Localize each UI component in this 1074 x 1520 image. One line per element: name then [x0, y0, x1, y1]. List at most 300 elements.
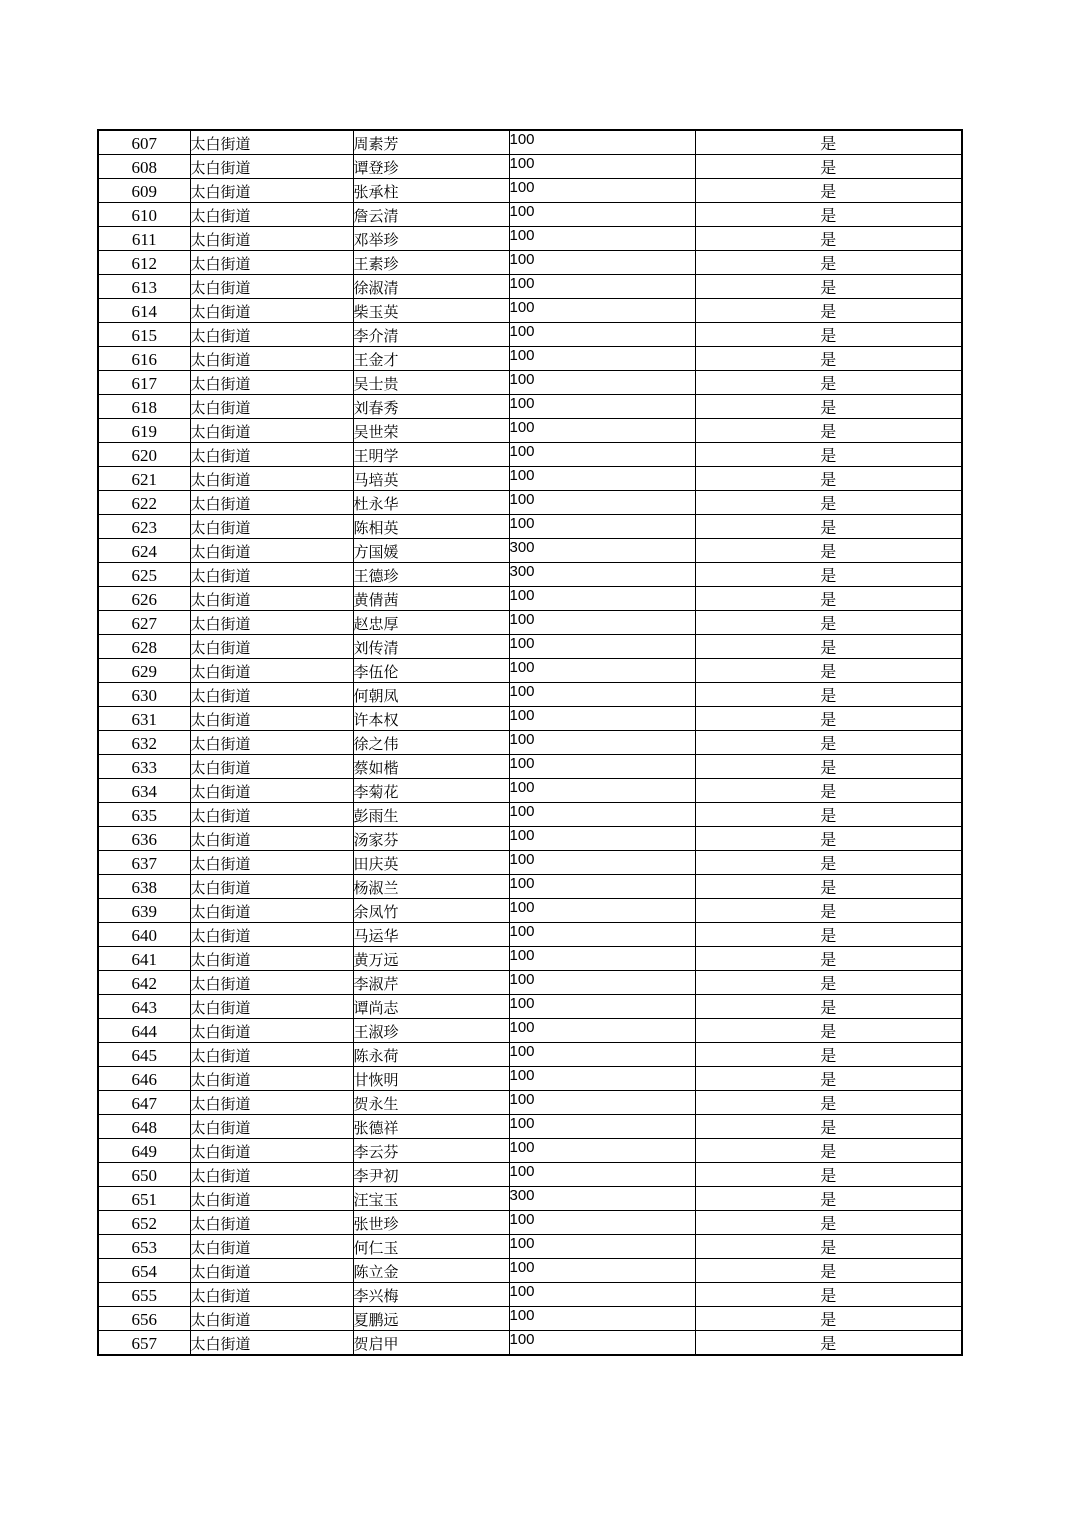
amount-cell: 100	[509, 443, 695, 467]
street-cell: 太白街道	[190, 587, 353, 611]
street-cell: 太白街道	[190, 635, 353, 659]
row-index-cell: 654	[98, 1259, 190, 1283]
name-cell: 周素芳	[353, 130, 509, 155]
flag-cell: 是	[695, 731, 962, 755]
flag-cell: 是	[695, 1091, 962, 1115]
flag-cell: 是	[695, 515, 962, 539]
row-index-cell: 621	[98, 467, 190, 491]
street-cell: 太白街道	[190, 179, 353, 203]
amount-cell: 100	[509, 1283, 695, 1307]
flag-cell: 是	[695, 467, 962, 491]
row-index-cell: 632	[98, 731, 190, 755]
name-cell: 赵忠厚	[353, 611, 509, 635]
flag-cell: 是	[695, 1043, 962, 1067]
table-row	[98, 515, 962, 539]
name-cell: 李云芬	[353, 1139, 509, 1163]
flag-cell: 是	[695, 611, 962, 635]
name-cell: 谭尚志	[353, 995, 509, 1019]
street-cell: 太白街道	[190, 827, 353, 851]
row-index-cell: 610	[98, 203, 190, 227]
row-index-cell: 612	[98, 251, 190, 275]
street-cell: 太白街道	[190, 947, 353, 971]
flag-cell: 是	[695, 371, 962, 395]
name-cell: 夏鹏远	[353, 1307, 509, 1331]
street-cell: 太白街道	[190, 1187, 353, 1211]
name-cell: 贺启甲	[353, 1331, 509, 1356]
street-cell: 太白街道	[190, 275, 353, 299]
table-row	[98, 1331, 962, 1356]
row-index-cell: 630	[98, 683, 190, 707]
street-cell: 太白街道	[190, 467, 353, 491]
table-row	[98, 155, 962, 179]
name-cell: 王金才	[353, 347, 509, 371]
name-cell: 王明学	[353, 443, 509, 467]
table-row	[98, 443, 962, 467]
flag-cell: 是	[695, 539, 962, 563]
street-cell: 太白街道	[190, 323, 353, 347]
amount-cell: 300	[509, 563, 695, 587]
flag-cell: 是	[695, 851, 962, 875]
amount-cell: 100	[509, 1163, 695, 1187]
name-cell: 陈永荷	[353, 1043, 509, 1067]
name-cell: 王德珍	[353, 563, 509, 587]
table-row	[98, 755, 962, 779]
name-cell: 何仁玉	[353, 1235, 509, 1259]
street-cell: 太白街道	[190, 611, 353, 635]
amount-cell: 100	[509, 227, 695, 251]
flag-cell: 是	[695, 130, 962, 155]
row-index-cell: 656	[98, 1307, 190, 1331]
row-index-cell: 644	[98, 1019, 190, 1043]
name-cell: 李尹初	[353, 1163, 509, 1187]
table-row	[98, 251, 962, 275]
street-cell: 太白街道	[190, 683, 353, 707]
amount-cell: 100	[509, 659, 695, 683]
table-row	[98, 130, 962, 155]
flag-cell: 是	[695, 659, 962, 683]
name-cell: 李淑芹	[353, 971, 509, 995]
row-index-cell: 616	[98, 347, 190, 371]
table-row	[98, 635, 962, 659]
name-cell: 詹云清	[353, 203, 509, 227]
table-row	[98, 683, 962, 707]
row-index-cell: 645	[98, 1043, 190, 1067]
flag-cell: 是	[695, 419, 962, 443]
street-cell: 太白街道	[190, 1091, 353, 1115]
table-row	[98, 1091, 962, 1115]
amount-cell: 100	[509, 899, 695, 923]
flag-cell: 是	[695, 1259, 962, 1283]
street-cell: 太白街道	[190, 539, 353, 563]
amount-cell: 100	[509, 1235, 695, 1259]
row-index-cell: 622	[98, 491, 190, 515]
amount-cell: 100	[509, 1139, 695, 1163]
table-row	[98, 659, 962, 683]
flag-cell: 是	[695, 227, 962, 251]
street-cell: 太白街道	[190, 875, 353, 899]
flag-cell: 是	[695, 707, 962, 731]
street-cell: 太白街道	[190, 1235, 353, 1259]
street-cell: 太白街道	[190, 299, 353, 323]
amount-cell: 100	[509, 515, 695, 539]
street-cell: 太白街道	[190, 1115, 353, 1139]
name-cell: 田庆英	[353, 851, 509, 875]
table-row	[98, 1307, 962, 1331]
amount-cell: 100	[509, 731, 695, 755]
name-cell: 何朝凤	[353, 683, 509, 707]
street-cell: 太白街道	[190, 1019, 353, 1043]
name-cell: 张承柱	[353, 179, 509, 203]
row-index-cell: 637	[98, 851, 190, 875]
row-index-cell: 611	[98, 227, 190, 251]
row-index-cell: 628	[98, 635, 190, 659]
table-row	[98, 1067, 962, 1091]
name-cell: 汤家芬	[353, 827, 509, 851]
name-cell: 杜永华	[353, 491, 509, 515]
flag-cell: 是	[695, 1235, 962, 1259]
flag-cell: 是	[695, 1139, 962, 1163]
street-cell: 太白街道	[190, 1259, 353, 1283]
amount-cell: 100	[509, 755, 695, 779]
row-index-cell: 655	[98, 1283, 190, 1307]
row-index-cell: 646	[98, 1067, 190, 1091]
name-cell: 杨淑兰	[353, 875, 509, 899]
street-cell: 太白街道	[190, 779, 353, 803]
name-cell: 李菊花	[353, 779, 509, 803]
flag-cell: 是	[695, 155, 962, 179]
table-body	[98, 130, 962, 1355]
flag-cell: 是	[695, 779, 962, 803]
name-cell: 柴玉英	[353, 299, 509, 323]
table-row	[98, 1163, 962, 1187]
flag-cell: 是	[695, 1307, 962, 1331]
street-cell: 太白街道	[190, 443, 353, 467]
name-cell: 余凤竹	[353, 899, 509, 923]
name-cell: 甘恢明	[353, 1067, 509, 1091]
amount-cell: 100	[509, 323, 695, 347]
row-index-cell: 629	[98, 659, 190, 683]
flag-cell: 是	[695, 1187, 962, 1211]
amount-cell: 100	[509, 803, 695, 827]
flag-cell: 是	[695, 347, 962, 371]
flag-cell: 是	[695, 971, 962, 995]
row-index-cell: 640	[98, 923, 190, 947]
name-cell: 马培英	[353, 467, 509, 491]
amount-cell: 100	[509, 875, 695, 899]
amount-cell: 100	[509, 1259, 695, 1283]
flag-cell: 是	[695, 323, 962, 347]
street-cell: 太白街道	[190, 491, 353, 515]
row-index-cell: 634	[98, 779, 190, 803]
row-index-cell: 652	[98, 1211, 190, 1235]
table-row	[98, 1235, 962, 1259]
amount-cell: 100	[509, 1091, 695, 1115]
amount-cell: 100	[509, 1331, 695, 1356]
table-row	[98, 419, 962, 443]
table-row	[98, 995, 962, 1019]
table-row	[98, 779, 962, 803]
name-cell: 刘传清	[353, 635, 509, 659]
street-cell: 太白街道	[190, 1307, 353, 1331]
table-row	[98, 227, 962, 251]
name-cell: 吴士贵	[353, 371, 509, 395]
amount-cell: 100	[509, 827, 695, 851]
table-row	[98, 1139, 962, 1163]
street-cell: 太白街道	[190, 155, 353, 179]
flag-cell: 是	[695, 635, 962, 659]
street-cell: 太白街道	[190, 227, 353, 251]
table-row	[98, 851, 962, 875]
row-index-cell: 609	[98, 179, 190, 203]
table-row	[98, 707, 962, 731]
street-cell: 太白街道	[190, 515, 353, 539]
amount-cell: 100	[509, 1043, 695, 1067]
amount-cell: 100	[509, 155, 695, 179]
table-row	[98, 299, 962, 323]
flag-cell: 是	[695, 947, 962, 971]
amount-cell: 100	[509, 130, 695, 155]
row-index-cell: 647	[98, 1091, 190, 1115]
amount-cell: 300	[509, 539, 695, 563]
table-row	[98, 563, 962, 587]
row-index-cell: 631	[98, 707, 190, 731]
table-row	[98, 899, 962, 923]
flag-cell: 是	[695, 803, 962, 827]
table-row	[98, 923, 962, 947]
amount-cell: 100	[509, 491, 695, 515]
amount-cell: 100	[509, 179, 695, 203]
table-row	[98, 971, 962, 995]
table-row	[98, 395, 962, 419]
amount-cell: 100	[509, 995, 695, 1019]
amount-cell: 100	[509, 275, 695, 299]
row-index-cell: 649	[98, 1139, 190, 1163]
name-cell: 王淑珍	[353, 1019, 509, 1043]
street-cell: 太白街道	[190, 851, 353, 875]
name-cell: 谭登珍	[353, 155, 509, 179]
amount-cell: 100	[509, 1019, 695, 1043]
street-cell: 太白街道	[190, 731, 353, 755]
street-cell: 太白街道	[190, 347, 353, 371]
table-row	[98, 731, 962, 755]
row-index-cell: 657	[98, 1331, 190, 1356]
table-row	[98, 371, 962, 395]
flag-cell: 是	[695, 1019, 962, 1043]
street-cell: 太白街道	[190, 1043, 353, 1067]
name-cell: 张世珍	[353, 1211, 509, 1235]
amount-cell: 100	[509, 611, 695, 635]
flag-cell: 是	[695, 203, 962, 227]
name-cell: 马运华	[353, 923, 509, 947]
table-row	[98, 347, 962, 371]
street-cell: 太白街道	[190, 1331, 353, 1356]
street-cell: 太白街道	[190, 923, 353, 947]
flag-cell: 是	[695, 1163, 962, 1187]
name-cell: 李兴梅	[353, 1283, 509, 1307]
table-row	[98, 275, 962, 299]
row-index-cell: 626	[98, 587, 190, 611]
row-index-cell: 651	[98, 1187, 190, 1211]
street-cell: 太白街道	[190, 563, 353, 587]
amount-cell: 100	[509, 467, 695, 491]
name-cell: 邓举珍	[353, 227, 509, 251]
street-cell: 太白街道	[190, 1283, 353, 1307]
table-row	[98, 203, 962, 227]
street-cell: 太白街道	[190, 899, 353, 923]
row-index-cell: 618	[98, 395, 190, 419]
amount-cell: 100	[509, 947, 695, 971]
name-cell: 贺永生	[353, 1091, 509, 1115]
street-cell: 太白街道	[190, 755, 353, 779]
row-index-cell: 638	[98, 875, 190, 899]
row-index-cell: 642	[98, 971, 190, 995]
name-cell: 刘春秀	[353, 395, 509, 419]
row-index-cell: 623	[98, 515, 190, 539]
row-index-cell: 614	[98, 299, 190, 323]
name-cell: 蔡如楷	[353, 755, 509, 779]
flag-cell: 是	[695, 299, 962, 323]
amount-cell: 100	[509, 1211, 695, 1235]
table-row	[98, 539, 962, 563]
name-cell: 王素珍	[353, 251, 509, 275]
name-cell: 张德祥	[353, 1115, 509, 1139]
row-index-cell: 625	[98, 563, 190, 587]
amount-cell: 100	[509, 707, 695, 731]
flag-cell: 是	[695, 587, 962, 611]
flag-cell: 是	[695, 1211, 962, 1235]
flag-cell: 是	[695, 875, 962, 899]
name-cell: 李介清	[353, 323, 509, 347]
street-cell: 太白街道	[190, 130, 353, 155]
row-index-cell: 641	[98, 947, 190, 971]
street-cell: 太白街道	[190, 1067, 353, 1091]
street-cell: 太白街道	[190, 395, 353, 419]
amount-cell: 100	[509, 1115, 695, 1139]
amount-cell: 100	[509, 1307, 695, 1331]
street-cell: 太白街道	[190, 251, 353, 275]
row-index-cell: 636	[98, 827, 190, 851]
amount-cell: 100	[509, 419, 695, 443]
row-index-cell: 620	[98, 443, 190, 467]
flag-cell: 是	[695, 563, 962, 587]
table-row	[98, 611, 962, 635]
flag-cell: 是	[695, 1115, 962, 1139]
flag-cell: 是	[695, 827, 962, 851]
name-cell: 徐淑清	[353, 275, 509, 299]
name-cell: 汪宝玉	[353, 1187, 509, 1211]
street-cell: 太白街道	[190, 1163, 353, 1187]
row-index-cell: 607	[98, 130, 190, 155]
name-cell: 黄倩茜	[353, 587, 509, 611]
amount-cell: 100	[509, 779, 695, 803]
row-index-cell: 617	[98, 371, 190, 395]
street-cell: 太白街道	[190, 803, 353, 827]
flag-cell: 是	[695, 1331, 962, 1356]
street-cell: 太白街道	[190, 1139, 353, 1163]
name-cell: 许本权	[353, 707, 509, 731]
name-cell: 徐之伟	[353, 731, 509, 755]
street-cell: 太白街道	[190, 707, 353, 731]
table-row	[98, 1211, 962, 1235]
flag-cell: 是	[695, 899, 962, 923]
flag-cell: 是	[695, 755, 962, 779]
amount-cell: 100	[509, 587, 695, 611]
flag-cell: 是	[695, 995, 962, 1019]
table-row	[98, 491, 962, 515]
table-row	[98, 323, 962, 347]
street-cell: 太白街道	[190, 971, 353, 995]
table-row	[98, 1187, 962, 1211]
street-cell: 太白街道	[190, 1211, 353, 1235]
name-cell: 李伍伦	[353, 659, 509, 683]
row-index-cell: 635	[98, 803, 190, 827]
flag-cell: 是	[695, 395, 962, 419]
table-row	[98, 803, 962, 827]
flag-cell: 是	[695, 251, 962, 275]
amount-cell: 100	[509, 923, 695, 947]
table-row	[98, 947, 962, 971]
table-row	[98, 1019, 962, 1043]
row-index-cell: 648	[98, 1115, 190, 1139]
table-row	[98, 1115, 962, 1139]
flag-cell: 是	[695, 443, 962, 467]
row-index-cell: 624	[98, 539, 190, 563]
street-cell: 太白街道	[190, 203, 353, 227]
flag-cell: 是	[695, 1067, 962, 1091]
amount-cell: 100	[509, 635, 695, 659]
row-index-cell: 608	[98, 155, 190, 179]
table-row	[98, 1283, 962, 1307]
flag-cell: 是	[695, 1283, 962, 1307]
table-row	[98, 827, 962, 851]
name-cell: 吴世荣	[353, 419, 509, 443]
table-row	[98, 467, 962, 491]
street-cell: 太白街道	[190, 419, 353, 443]
amount-cell: 100	[509, 395, 695, 419]
row-index-cell: 650	[98, 1163, 190, 1187]
table-row	[98, 1259, 962, 1283]
row-index-cell: 627	[98, 611, 190, 635]
table-row	[98, 875, 962, 899]
street-cell: 太白街道	[190, 995, 353, 1019]
amount-cell: 100	[509, 371, 695, 395]
flag-cell: 是	[695, 491, 962, 515]
flag-cell: 是	[695, 683, 962, 707]
row-index-cell: 643	[98, 995, 190, 1019]
flag-cell: 是	[695, 179, 962, 203]
flag-cell: 是	[695, 275, 962, 299]
flag-cell: 是	[695, 923, 962, 947]
amount-cell: 100	[509, 299, 695, 323]
amount-cell: 100	[509, 851, 695, 875]
table-row	[98, 1043, 962, 1067]
street-cell: 太白街道	[190, 659, 353, 683]
amount-cell: 100	[509, 1067, 695, 1091]
row-index-cell: 613	[98, 275, 190, 299]
name-cell: 方国媛	[353, 539, 509, 563]
street-cell: 太白街道	[190, 371, 353, 395]
name-cell: 陈立金	[353, 1259, 509, 1283]
amount-cell: 300	[509, 1187, 695, 1211]
row-index-cell: 619	[98, 419, 190, 443]
amount-cell: 100	[509, 971, 695, 995]
amount-cell: 100	[509, 347, 695, 371]
row-index-cell: 633	[98, 755, 190, 779]
row-index-cell: 615	[98, 323, 190, 347]
name-cell: 黄万远	[353, 947, 509, 971]
amount-cell: 100	[509, 683, 695, 707]
table-row	[98, 587, 962, 611]
